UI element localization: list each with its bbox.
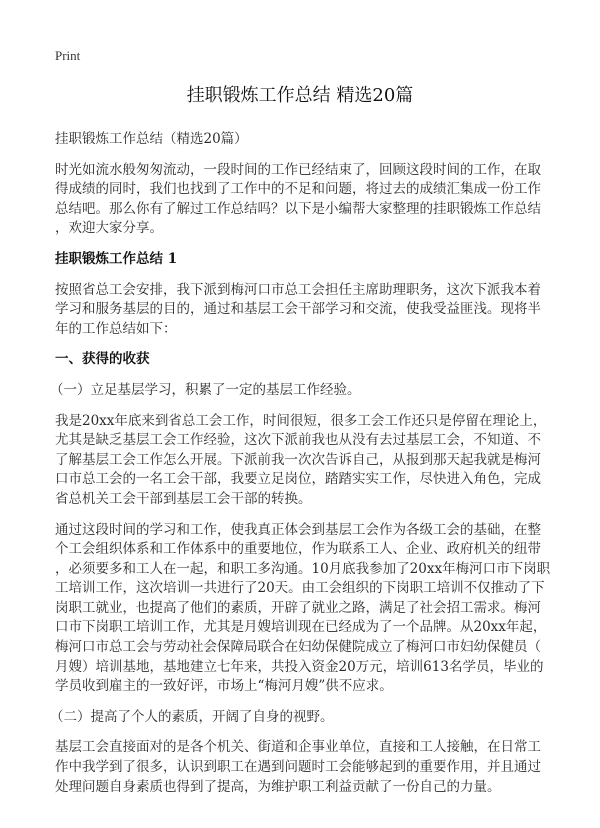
text-line: 时光如流水般匆匆流动，一段时间的工作已经结束了，回顾这段时间的工作，在取: [55, 161, 541, 178]
text-line: 工培训工作，这次培训一共进行了20天。由工会组织的下岗职工培训不仅推动了下: [55, 580, 545, 597]
text-line: 口市总工会的一名工会干部，我要立足岗位，踏踏实实工作，尽快进入角色，完成: [55, 471, 541, 488]
text-line: 年的工作总结如下：: [55, 320, 177, 337]
text-line: 总结吧。那么你有了解过工作总结吗？以下是小编帮大家整理的挂职锻炼工作总结: [55, 200, 541, 217]
text-line: 学习和服务基层的目的，通过和基层工会干部学习和交流，使我受益匪浅。现将半: [55, 301, 541, 318]
paragraph-3: [55, 521, 560, 697]
text-line: 梅河口市总工会与劳动社会保障局联合在妇幼保健院成立了梅河口市妇幼保健员（: [55, 639, 541, 656]
text-line: 作中我学到了很多，认识到职工在遇到问题时工会能够起到的重要作用，并且通过: [55, 759, 541, 776]
text-line: 通过这段时间的学习和工作，使我真正体会到基层工会作为各级工会的基础，在整: [55, 521, 541, 538]
text-line: 得成绩的同时，我们也找到了工作中的不足和问题，将过去的成绩汇集成一份工作: [55, 181, 541, 198]
text-line: 个工会组织体系和工作体系中的重要地位，作为联系工人、企业、政府机关的纽带: [55, 541, 541, 558]
text-line: 省总机关工会干部到基层工会干部的转换。: [55, 490, 312, 507]
text-line: 基层工会直接面对的是各个机关、街道和企事业单位，直接和工人接触，在日常工: [55, 739, 541, 756]
document-subtitle: 挂职锻炼工作总结（精选20篇）: [55, 131, 248, 147]
text-line: 了解基层工会工作怎么开展。下派前我一次次告诉自己，从报到那天起我就是梅河: [55, 451, 541, 468]
heading-gains: 一、获得的收获: [55, 351, 150, 368]
text-line: 学员收到雇主的一致好评，市场上“梅河月嫂”供不应求。: [55, 678, 393, 695]
print-link[interactable]: Print: [55, 48, 81, 63]
section-heading: 挂职锻炼工作总结 1: [55, 250, 178, 267]
text-line: 尤其是缺乏基层工会工作经验，这次下派前我也从没有去过基层工会，不知道、不: [55, 432, 541, 449]
text-line: 按照省总工会安排，我下派到梅河口市总工会担任主席助理职务，这次下派我本着: [55, 281, 541, 298]
paragraph-1: [55, 281, 560, 340]
text-line: ，欢迎大家分享。: [55, 220, 163, 237]
document-title: 挂职锻炼工作总结 精选20篇: [186, 85, 414, 106]
intro-paragraph: [55, 161, 560, 239]
text-line: 月嫂）培训基地，基地建立七年来，共投入资金20万元，培训613名学员，毕业的: [55, 658, 544, 675]
text-line: ，必须要多和工人在一起，和职工多沟通。10月底我参加了20xx年梅河口市下岗职: [55, 560, 551, 577]
text-line: 处理问题自身素质也得到了提高，为维护职工利益贡献了一份自己的力量。: [55, 778, 501, 795]
paragraph-2: [55, 412, 560, 510]
paragraph-4: [55, 738, 560, 797]
text-line: 口市下岗职工培训工作，尤其是月嫂培训现在已经成为了一个品牌。从20xx年起，: [55, 619, 547, 636]
text-line: 岗职工就业，也提高了他们的素质，开辟了就业之路，满足了社会招工需求。梅河: [55, 599, 541, 616]
subheading-1: （一）立足基层学习，积累了一定的基层工作经验。: [50, 381, 361, 398]
subheading-2: （二）提高了个人的素质，开阔了自身的视野。: [50, 708, 334, 725]
text-line: 我是20xx年底来到省总工会工作，时间很短，很多工会工作还只是停留在理论上，: [55, 412, 547, 429]
